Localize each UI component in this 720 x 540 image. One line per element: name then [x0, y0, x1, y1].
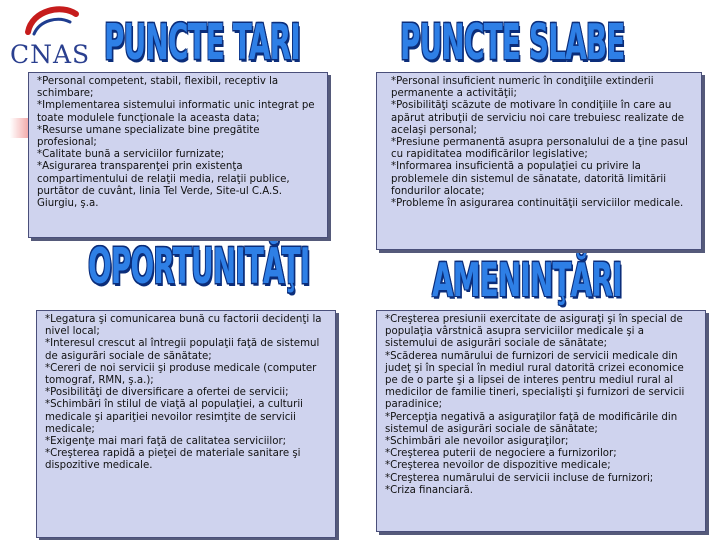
opportunity-item: *Exigenţe mai mari faţă de calitatea serviciilor;: [45, 436, 287, 448]
opportunity-item: *Cereri de noi servicii şi produse medicale (computer tomograf, RMN, ş.a.);: [45, 362, 317, 387]
heading-threats: AMENINŢĂRI: [432, 254, 622, 308]
weakness-item: *Personal insuficient numeric în condiţiile extinderii permanente a activităţii;: [391, 76, 654, 100]
opportunity-item: *Legatura şi comunicarea bună cu factorii decidenţi la nivel local;: [45, 314, 322, 338]
weakness-item: *Probleme în asigurarea continuităţii serviciilor medicale.: [391, 198, 684, 210]
weakness-item: *Presiune permanentă asupra personalului de a ţine pasul cu rapiditatea modificărilor legislative;: [391, 137, 688, 161]
threat-item: *Creşterea presiunii exercitate de asiguraţi şi în special de populaţia vârstnică asupra serviciilor medicale şi a sistemului de asigurări sociale de sănătate;: [385, 314, 683, 350]
opportunity-item: *Interesul crescut al întregii populaţii faţă de sistemul de asigurări sociale de sănătate;: [45, 338, 320, 362]
threat-item: *Creşterea puterii de negociere a furnizorilor;: [385, 448, 617, 460]
strength-item: *Implementarea sistemului informatic unic integrat pe toate modulele funcţionale la aceasta data;: [37, 100, 315, 124]
threats-box: [376, 310, 706, 532]
threat-item: *Schimbări ale nevoilor asiguraţilor;: [385, 436, 569, 448]
weakness-item: *Posibilităţi scăzute de motivare în condiţiile în care au apărut atribuţii de serviciu noi care trebuiesc realizate de acelaşi personal;: [391, 100, 685, 136]
strength-item: *Calitate bună a serviciilor furnizate;: [37, 149, 225, 161]
strength-item: *Personal competent, stabil, flexibil, receptiv la schimbare;: [37, 76, 279, 100]
strength-item: *Asigurarea transparenţei prin existenţa compartimentului de relaţii media, relaţii publice, purtător de cuvânt, linia Tel Verde, Site-ul C.A.S. Giurgiu, ş.a.: [37, 161, 290, 210]
opportunity-item: *Posibilităţi de diversificare a ofertei de servicii;: [45, 387, 289, 399]
strength-item: *Resurse umane specializate bine pregătite profesional;: [37, 124, 260, 149]
threat-item: *Criza financiară.: [385, 484, 473, 496]
cnas-swoosh-icon: [22, 2, 82, 42]
opportunities-box: [36, 310, 336, 538]
logo-text: CNAS: [10, 40, 91, 69]
threat-item: *Creşterea numărului de servicii incluse de furnizori;: [385, 472, 654, 484]
opportunity-item: *Creşterea rapidă a pieţei de materiale sanitare şi dispozitive medicale.: [45, 448, 301, 472]
weaknesses-box: [376, 72, 702, 250]
threat-item: *Creşterea nevoilor de dispozitive medicale;: [385, 460, 611, 472]
heading-strengths: PUNCTE TARI: [104, 14, 300, 72]
strengths-box: [28, 72, 328, 238]
decorative-accent-bar: [10, 118, 30, 138]
cnas-logo: [4, 2, 102, 74]
heading-weaknesses: PUNCTE SLABE: [400, 14, 625, 72]
threat-item: *Percepţia negativă a asiguraţilor faţă de modificările din sistemul de asigurări sociale de sănătate;: [385, 411, 678, 435]
threat-item: *Scăderea numărului de furnizori de servicii medicale din judeţ şi în special în mediul rural datorită crizei economice pe de o parte şi a lipsei de interes pentru mediul rural al medicilor de familie tineri, specialişti şi furnizori de servicii paradinice;: [385, 350, 685, 411]
opportunity-item: *Schimbări în stilul de viaţă al populaţiei, a culturii medicale şi apariţiei nevoilor resimţite de servicii medicale;: [45, 399, 303, 435]
heading-opportunities: OPORTUNITĂŢI: [88, 238, 310, 296]
weakness-item: *Informarea insuficientă a populaţiei cu privire la problemele din sistemul de sănatate, datorită limitării fondurilor alocate;: [391, 161, 667, 197]
